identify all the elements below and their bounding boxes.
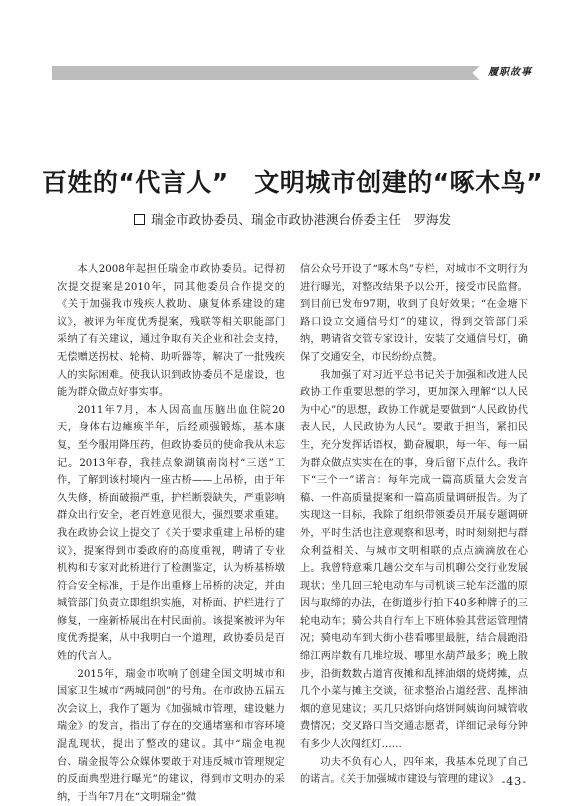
left-column (57, 261, 285, 806)
paragraph: 信公众号开设了“啄木鸟”专栏，对城市不文明行为进行曝光，对整改结果予以公开，接受市民监督。到目前已发布97期，收到了良好效果；“在金塘下路口设立交通信号灯”的建议，得到交管部门采纳，聘请省交管专家设计，安装了交通信号灯，确保了交通安全，市民纷纷点赞。 (300, 264, 528, 363)
paragraph: 2015年，瑞金市吹响了创建全国文明城市和国家卫生城市“两城同创”的号角。在市政协五届五次会议上，我作了题为《加强城市管理，建设魅力瑞金》的发言，指出了存在的交通堵塞和市容环境混乱现状，提出了整改的建议。其中“瑞金电视台、瑞金报等公众媒体要敢于对违反城市管理规定的反面典型进行曝光”的建议，得到市文明办的采纳，于当年7月在“文明瑞金”微 (57, 668, 285, 803)
author-line: 瑞金市政协委员、瑞金市政协港澳台侨委主任 罗海发 (150, 212, 451, 227)
byline (0, 211, 585, 229)
section-header-bar (52, 66, 530, 80)
right-column (300, 261, 528, 789)
section-label: 履职故事 (480, 64, 540, 82)
page-number: -43- (501, 775, 527, 788)
article-title: 百姓的“代言人” 文明城市创建的“啄木鸟” (41, 168, 544, 197)
paragraph: 本人2008年起担任瑞金市政协委员。记得初次提交提案是2010年，同其他委员合作提交的《关于加强我市残疾人救助、康复体系建设的建议》，被评为年度优秀提案，残联等相关职能部门采纳了有关建议，通过争取有关企业和社会支持，无偿赠送拐杖、轮椅、助听器等，解决了一批残疾人的实际困难。使我认识到政协委员不是虚设，也能为群众做点好事实事。 (57, 264, 285, 399)
paragraph: 我加强了对习近平总书记关于加强和改进人民政协工作重要思想的学习，更加深入理解“以人民为中心”的思想，政协工作就是要做到“人民政协代表人民，人民政协为人民”。要敢于担当，紧扣民生，充分发挥话语权，勤奋履职，每一年、每一届为群众做点实实在在的事，身后留下点什么。我许下“三个一”诺言：每年完成一篇高质量大会发言稿、一件高质量提案和一篇高质量调研报告。为了实现这一目标，我除了组织带领委员开展专题调研外，平时生活也注意观察和思考，时时刻刻把与群众利益相关、与城市文明相联的点点滴滴放在心上。我曾特意乘几趟公交车与司机聊公交行业发展现状；坐几回三轮电动车与司机谈三轮车泛滥的原因与取缔的办法，在街道步行拍下40多种牌子的三轮电动车；骑公共自行车上下班体验其营运管理情况；骑电动车到大街小巷看哪里最脏，结合晨跑沿绵江两岸数有几堆垃圾、哪里水葫芦最多；晚上散步，沿街数数占道宵夜摊和乱摔油烟的烧烤摊，点几个小菜与摊主交谈，征求整治占道经营、乱摔油烟的意见建议；买几只烙饼向烙饼阿姨询问城管收费情况；交叉路口当交通志愿者，详细记录每分钟有多少人次闯红灯…… (300, 369, 528, 751)
paragraph: 功夫不负有心人，四年来，我基本兑现了自己的诺言。《关于加强城市建设与管理的建议》 (300, 756, 528, 786)
paragraph: 2011年7月，本人因高血压脑出血住院20天，身体右边瘫痪半年，后经顽强锻炼，基本康复，至今服用降压药，但政协委员的使命我从未忘记。2013年春，我挂点象湖镇南岗村“三送”工作，了解到该村境内一座古桥——上吊桥，由于年久失修，桥面破损严重，护栏断裂缺失，严重影响群众出行安全，老百姓意见很大，强烈要求重建。我在政协会议上提交了《关于要求重建上吊桥的建议》，提案得到市委政府的高度重视，聘请了专业机构和专家对此桥进行了检测鉴定，认为桥基桥墩符合安全标准，于是作出重修上吊桥的决定，并由城管部门负责立即组织实施，对桥面、护栏进行了修复，一座新桥展出在村民面前。该提案被评为年度优秀提案，从中我明白一个道理，政协委员是百姓的代言人。 (57, 404, 285, 663)
square-bullet-icon (134, 214, 145, 225)
